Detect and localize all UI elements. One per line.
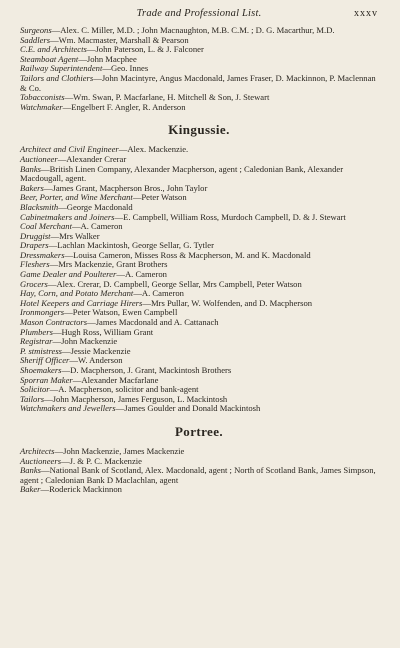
trade-name: Steamboat Agent (20, 53, 79, 64)
running-head (20, 8, 378, 22)
trade-listing: —Peter Watson (132, 192, 187, 203)
directory-entry (20, 103, 378, 113)
section-heading-portree: Portree. (174, 423, 224, 439)
section-kingussie-entries (20, 145, 378, 414)
trade-name: Watchmakers and Jewellers (20, 403, 116, 414)
trade-listing: —J. & P. C. Mackenzie (61, 455, 142, 466)
trade-name: Dressmakers (20, 249, 65, 260)
trade-name: Registrar (20, 336, 53, 347)
trade-name: Shoemakers (20, 365, 62, 375)
trade-name: Auctioneers (20, 455, 62, 466)
trade-name: Banks (20, 163, 42, 174)
trade-name: Mason Contractors (20, 317, 88, 328)
trade-listing: —James Macdonald and A. Cattanach (87, 317, 219, 328)
trade-listing: —John Macphee (78, 53, 137, 64)
section-surgeons-to-watchmaker (20, 26, 378, 112)
trade-name: Architects (20, 445, 55, 456)
trade-listing: —Louisa Cameron, Misses Ross & Macpherson, M. and K. Macdonald (64, 249, 311, 260)
trade-name: Ironmongers (20, 307, 65, 318)
section-portree-entries (20, 447, 378, 495)
trade-name: Architect and Civil Engineer (20, 144, 119, 155)
trade-listing: —E. Campbell, William Ross, Murdoch Campbell, D. & J. Stewart (114, 211, 346, 222)
trade-listing: —Jessie Mackenzie (62, 345, 131, 356)
trade-name: Bakers (20, 182, 44, 193)
trade-name: Sheriff Officer (20, 355, 70, 366)
trade-listing: —Alex. C. Miller, M.D. ; John Macnaughton, M.B. C.M. ; D. G. Macarthur, M.D. (51, 25, 335, 35)
trade-name: C.E. and Architects (20, 44, 87, 55)
trade-listing: —National Bank of Scotland, Alex. Macdonald, agent ; North of Scotland Bank, James Simpson, agent ; Caledonian Bank D Maclachlan, agent (20, 465, 376, 485)
trade-name: Saddlers (20, 34, 51, 45)
trade-listing: —Engelbert F. Angler, R. Anderson (62, 101, 186, 112)
trade-listing: —Mrs Walker (50, 230, 100, 241)
trade-name: Surgeons (20, 25, 52, 35)
trade-name: Coal Merchant (20, 221, 72, 232)
trade-listing: —Alexander Macfarlane (72, 374, 159, 385)
trade-listing: —Wm. Macmaster, Marshall & Pearson (50, 34, 189, 45)
trade-name: Blacksmith (20, 201, 59, 212)
page-number: xxxv (354, 8, 378, 19)
trade-listing: —Peter Watson, Ewen Campbell (64, 307, 178, 318)
directory-entry (20, 165, 378, 184)
trade-listing: —Hugh Ross, William Grant (52, 326, 154, 337)
trade-name: Plumbers (20, 326, 53, 337)
trade-name: Hotel Keepers and Carriage Hirers (20, 297, 143, 308)
trade-name: Hay, Corn, and Potato Merchant (20, 288, 134, 299)
trade-listing: —John Mackenzie, James Mackenzie (54, 445, 185, 456)
trade-listing: —British Linen Company, Alexander Macpherson, agent ; Caledonian Bank, Alexander Macdougall, agent. (20, 163, 344, 184)
section-heading-kingussie: Kingussie. (168, 122, 230, 138)
running-title: Trade and Professional List. (136, 8, 262, 19)
trade-listing: —Geo. Innes (102, 63, 149, 74)
trade-listing: —John Paterson, L. & J. Falconer (86, 44, 204, 55)
trade-name: Baker (20, 484, 41, 495)
directory-entry (20, 485, 378, 495)
trade-listing: —A. Cameron (133, 288, 184, 299)
trade-listing: —John Macintyre, Angus Macdonald, James Fraser, D. Mackinnon, P. Maclennan & Co. (20, 72, 376, 93)
trade-listing: —A. Cameron (71, 221, 123, 232)
trade-name: Solicitor (20, 384, 50, 395)
trade-listing: —Mrs Pullar, W. Wolfenden, and D. Macpherson (142, 297, 313, 308)
trade-name: Banks (20, 465, 42, 476)
trade-name: Tailors and Clothiers (20, 72, 94, 83)
trade-name: Tobacconists (20, 92, 65, 103)
trade-name: Fleshers (20, 259, 50, 270)
trade-listing: —James Goulder and Donald Mackintosh (115, 403, 261, 414)
trade-name: Drapers (20, 240, 49, 251)
trade-name: Tailors (20, 393, 45, 404)
trade-listing: —George Macdonald (58, 201, 133, 212)
trade-listing: —Lachlan Mackintosh, George Sellar, G. Tytler (48, 240, 214, 251)
directory-entry (20, 74, 378, 93)
trade-name: Grocers (20, 278, 48, 289)
trade-listing: —Wm. Swan, P. Macfarlane, H. Mitchell & Son, J. Stewart (64, 92, 270, 103)
trade-name: Sporran Maker (20, 374, 73, 385)
directory-entry (20, 404, 378, 414)
trade-listing: —Alex. Mackenzie. (118, 144, 189, 155)
trade-name: Auctioneer (20, 153, 58, 164)
trade-name: Beer, Porter, and Wine Merchant (20, 192, 133, 203)
trade-listing: —Alexander Crerar (57, 153, 127, 164)
trade-name: Game Dealer and Poulterer (20, 269, 117, 280)
trade-listing: —A. Cameron (116, 269, 167, 280)
trade-listing: —Alex. Crerar, D. Campbell, George Sellar, Mrs Campbell, Peter Watson (47, 278, 302, 289)
trade-listing: —James Grant, Macpherson Bros., John Taylor (43, 182, 208, 193)
trade-name: Railway Superintendent (20, 63, 103, 74)
trade-name: Cabinetmakers and Joiners (20, 211, 115, 222)
trade-listing: —A. Macpherson, solicitor and bank-agent (49, 384, 199, 395)
trade-listing: —Mrs Mackenzie, Grant Brothers (49, 259, 168, 270)
trade-listing: —W. Anderson (69, 355, 123, 366)
trade-name: Watchmaker (20, 101, 63, 112)
trade-listing: —Roderick Mackinnon (40, 484, 122, 495)
trade-listing: —John Mackenzie (52, 336, 118, 347)
trade-name: Druggist (20, 230, 51, 241)
trade-listing: —D. Macpherson, J. Grant, Mackintosh Brothers (61, 365, 232, 375)
directory-entry (20, 466, 378, 485)
trade-name: P. stmistress (20, 345, 63, 356)
trade-listing: —John Macpherson, James Ferguson, L. Mackintosh (44, 393, 228, 404)
